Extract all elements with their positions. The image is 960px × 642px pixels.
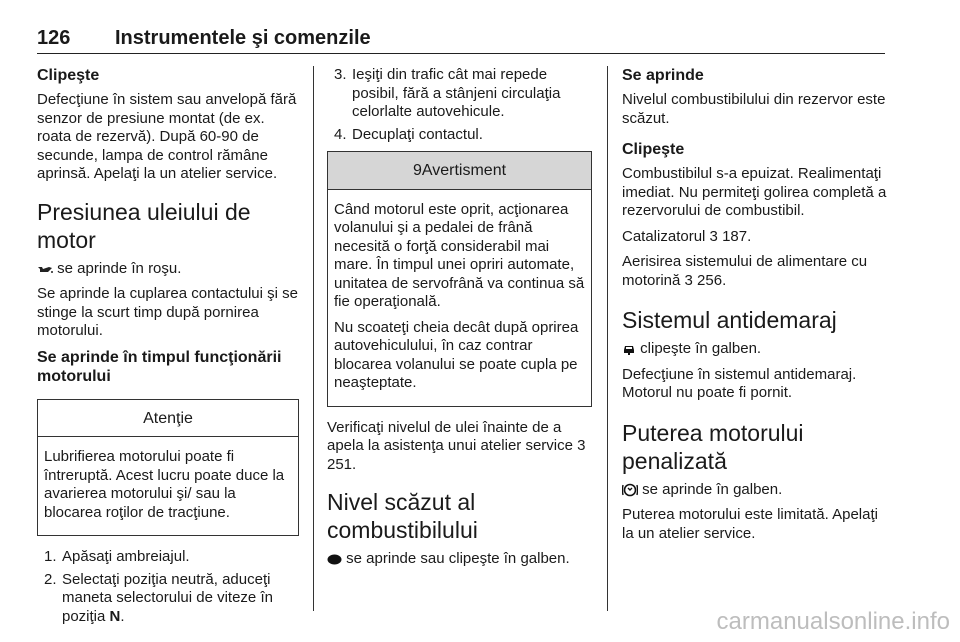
text-check-oil: Verificaţi nivelul de ulei înainte de a apela la asistenţa unui atelier service (327, 418, 573, 454)
warning-box (327, 151, 592, 407)
list-item: 2. Selectaţi poziţia neutră, aduceţi maneta selectorului de viteze în poziţia N. (44, 570, 273, 625)
page-number: 126 (37, 27, 71, 49)
notice-body: Lubrifierea motorului poate fi întreruptă. Acest lucru poate duce la avarierea motorului şi/ sau la blocarea roţilor de tracţiune. (44, 448, 285, 521)
heading-oil-pressure: Presiunea uleiului de motor (37, 198, 251, 253)
reference-arrow-icon: 3 (684, 271, 693, 289)
fuel-drop-icon (327, 554, 342, 565)
reduced-power-icon (622, 483, 638, 497)
column-3 (622, 66, 888, 550)
text-power-on: se aprinde în galben. (642, 480, 783, 498)
text-catalyst: Catalizatorul (622, 227, 706, 245)
heading-reduced-power: Puterea motorului penalizată (622, 419, 804, 474)
text-bleeding: Aerisirea sistemului de alimentare cu motorină (622, 253, 868, 289)
car-key-icon (622, 343, 636, 355)
reference-arrow-icon: 3 (577, 437, 586, 454)
steps-list (37, 548, 299, 626)
page-header (37, 27, 885, 54)
list-item: 1. Apăsaţi ambreiajul. (44, 548, 190, 565)
list-item: 4. Decuplaţi contactul. (334, 125, 483, 143)
text-ignition: Se aprinde la cuplarea contactului şi se stinge la scurt timp după pornirea motorului. (37, 285, 298, 339)
page-reference[interactable]: 187. (722, 227, 752, 245)
warning-triangle-icon: 9 (412, 162, 422, 179)
heading-blinks: Clipeşte (37, 67, 100, 84)
column-2 (327, 66, 592, 576)
warning-text-1: Când motorul este oprit, acţionarea volanului şi a pedalei de frână necesită o forţă considerabil mai mare. În timpul unei opriri automate, unitatea de servofrână va continua să fie operaţională. (334, 200, 585, 310)
text-fuel-empty: Combustibilul s-a epuizat. Realimentaţi imediat. Nu permiteţi golirea completă a rezervorului de combustibil. (622, 165, 887, 219)
page-reference[interactable]: 251. (327, 455, 357, 473)
text-immob-fault: Defecţiune în sistemul antidemaraj. Motorul nu poate fi pornit. (622, 365, 857, 401)
heading-during-operation: Se aprinde în timpul funcţionării motorului (37, 348, 282, 385)
page-reference[interactable]: 256. (697, 271, 727, 289)
reference-arrow-icon: 3 (709, 227, 718, 245)
text-power-limited: Puterea motorului este limitată. Apelaţi la un atelier service. (622, 506, 878, 542)
warning-header (328, 152, 591, 190)
heading-low-fuel: Nivel scăzut al combustibilului (327, 489, 478, 543)
text-fuel-low: Nivelul combustibilului din rezervor este scăzut. (622, 91, 886, 127)
list-item: 3. Ieşiţi din trafic cât mai repede posibil, fără a stânjeni circulaţia celorlalte autovehicule. (334, 66, 561, 120)
warning-text-2: Nu scoateţi cheia decât după oprirea autovehiculului, în caz contrar blocarea volanului se poate cupla pe neaşteptate. (334, 318, 579, 391)
text-immob-blinks: clipeşte în galben. (640, 340, 762, 357)
watermark: carmanualsonline.info (716, 608, 950, 635)
text-fuel: se aprinde sau clipeşte în galben. (346, 550, 570, 567)
column-divider (607, 66, 608, 611)
notice-title: Atenţie (38, 400, 298, 438)
chapter-title: Instrumentele şi comenzile (115, 27, 371, 49)
heading-blinks: Clipeşte (622, 141, 685, 158)
text-defect: Defecţiune în sistem sau anvelopă fără senzor de presiune montat (de ex. roata de rezervă). După 60-90 de secunde, lampa de control rămâne aprinsă. Apelaţi la un atelier service. (37, 91, 297, 182)
column-1 (37, 66, 299, 633)
heading-immobiliser: Sistemul antidemaraj (622, 307, 837, 333)
column-divider (313, 66, 314, 611)
steps-list (327, 66, 592, 144)
heading-lights-up: Se aprinde (622, 67, 704, 84)
text-oil-red: se aprinde în roşu. (57, 259, 182, 277)
warning-title: Avertisment (421, 162, 507, 179)
notice-box (37, 399, 299, 537)
oil-can-icon (37, 264, 53, 274)
